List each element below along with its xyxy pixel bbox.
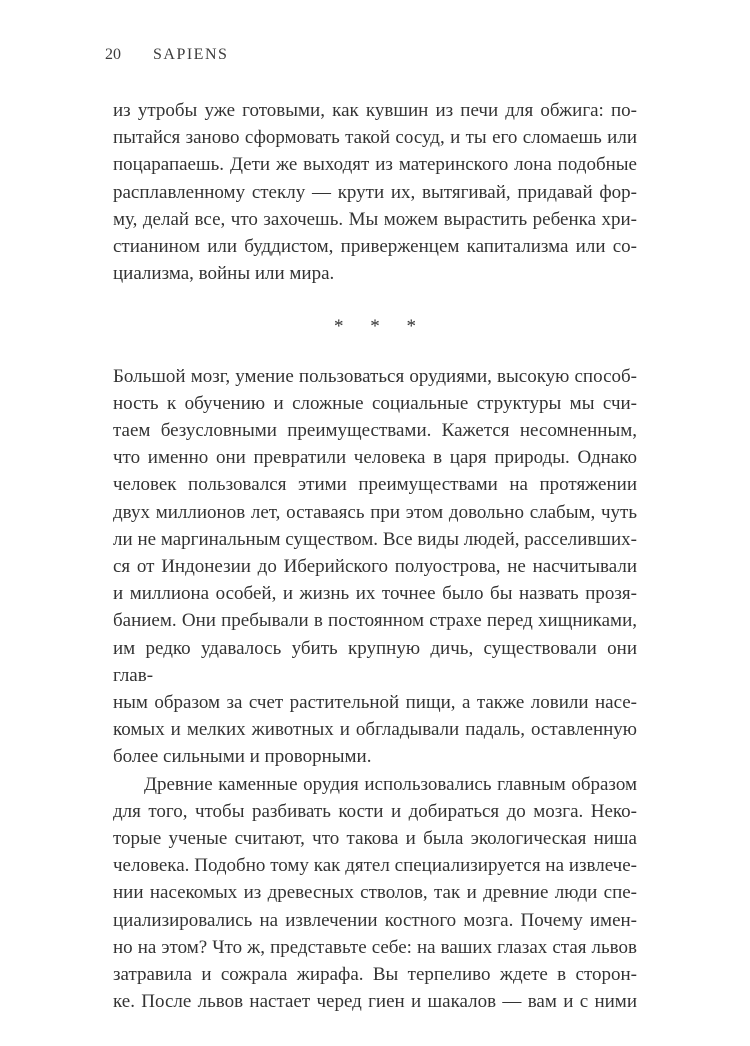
text-line: ли не маргинальным существом. Все виды людей, расселивших- — [113, 528, 637, 550]
page-body — [113, 97, 637, 1016]
text-line: что именно они превратили человека в царя природы. Однако — [113, 447, 637, 469]
text-line: ся от Индонезии до Иберийского полуострова, не насчитывали — [113, 556, 637, 578]
text-line: расплавленному стеклу — крути их, вытягивай, придавай фор- — [113, 181, 637, 203]
text-line: комых и мелких животных и обгладывали падаль, оставленную — [113, 719, 637, 741]
paragraph-1 — [113, 97, 637, 287]
text-line: ным образом за счет растительной пищи, а также ловили насе- — [113, 692, 637, 714]
paragraph-3 — [113, 771, 637, 1016]
text-line: поцарапаешь. Дети же выходят из материнского лона подобные — [113, 154, 637, 176]
text-line: Большой мозг, умение пользоваться орудиями, высокую способ- — [113, 365, 637, 387]
section-separator: * * * — [334, 316, 427, 338]
text-line: нии насекомых из древесных стволов, так и древние люди спе- — [113, 882, 637, 904]
text-line: из утробы уже готовыми, как кувшин из печи для обжига: по- — [113, 100, 637, 121]
text-line: двух миллионов лет, оставаясь при этом довольно слабым, чуть — [113, 501, 637, 523]
text-line: более сильными и проворными. — [113, 746, 372, 768]
page-number: 20 — [105, 46, 121, 63]
text-line: но на этом? Что ж, представьте себе: на ваших глазах стая львов — [113, 936, 637, 958]
text-line: затравила и сожрала жирафа. Вы терпеливо ждете в сторон- — [113, 964, 637, 986]
text-line: ность к обучению и сложные социальные структуры мы счи- — [113, 392, 637, 414]
text-line: циализировались на извлечении костного мозга. Почему имен- — [113, 909, 637, 931]
book-page — [0, 46, 750, 1046]
text-line: му, делай все, что захочешь. Мы можем вырастить ребенка хри- — [113, 208, 637, 230]
text-line: стианином или буддистом, приверженцем капитализма или со- — [113, 236, 637, 258]
paragraph-2 — [113, 363, 637, 771]
text-line: Древние каменные орудия использовались главным образом — [144, 773, 637, 795]
text-line: ке. После львов настает черед гиен и шакалов — вам и с ними — [113, 991, 637, 1013]
text-line: таем безусловными преимуществами. Кажется несомненным, — [113, 420, 637, 442]
text-line: торые ученые считают, что такова и была экологическая ниша — [113, 828, 637, 850]
text-line: человек пользовался этими преимуществами на протяжении — [113, 474, 637, 496]
text-line: им редко удавалось убить крупную дичь, существовали они глав- — [113, 637, 637, 686]
running-title: SAPIENS — [153, 46, 229, 63]
text-line: для того, чтобы разбивать кости и добираться до мозга. Неко- — [113, 800, 637, 822]
text-line: пытайся заново сформовать такой сосуд, и ты его сломаешь или — [113, 127, 637, 149]
text-line: банием. Они пребывали в постоянном страхе перед хищниками, — [113, 610, 637, 632]
text-line: человека. Подобно тому как дятел специализируется на извлече- — [113, 855, 637, 877]
page-header — [105, 46, 637, 64]
text-line: циализма, войны или мира. — [113, 263, 335, 285]
text-line: и миллиона особей, и жизнь их точнее было бы назвать прозя- — [113, 583, 637, 605]
